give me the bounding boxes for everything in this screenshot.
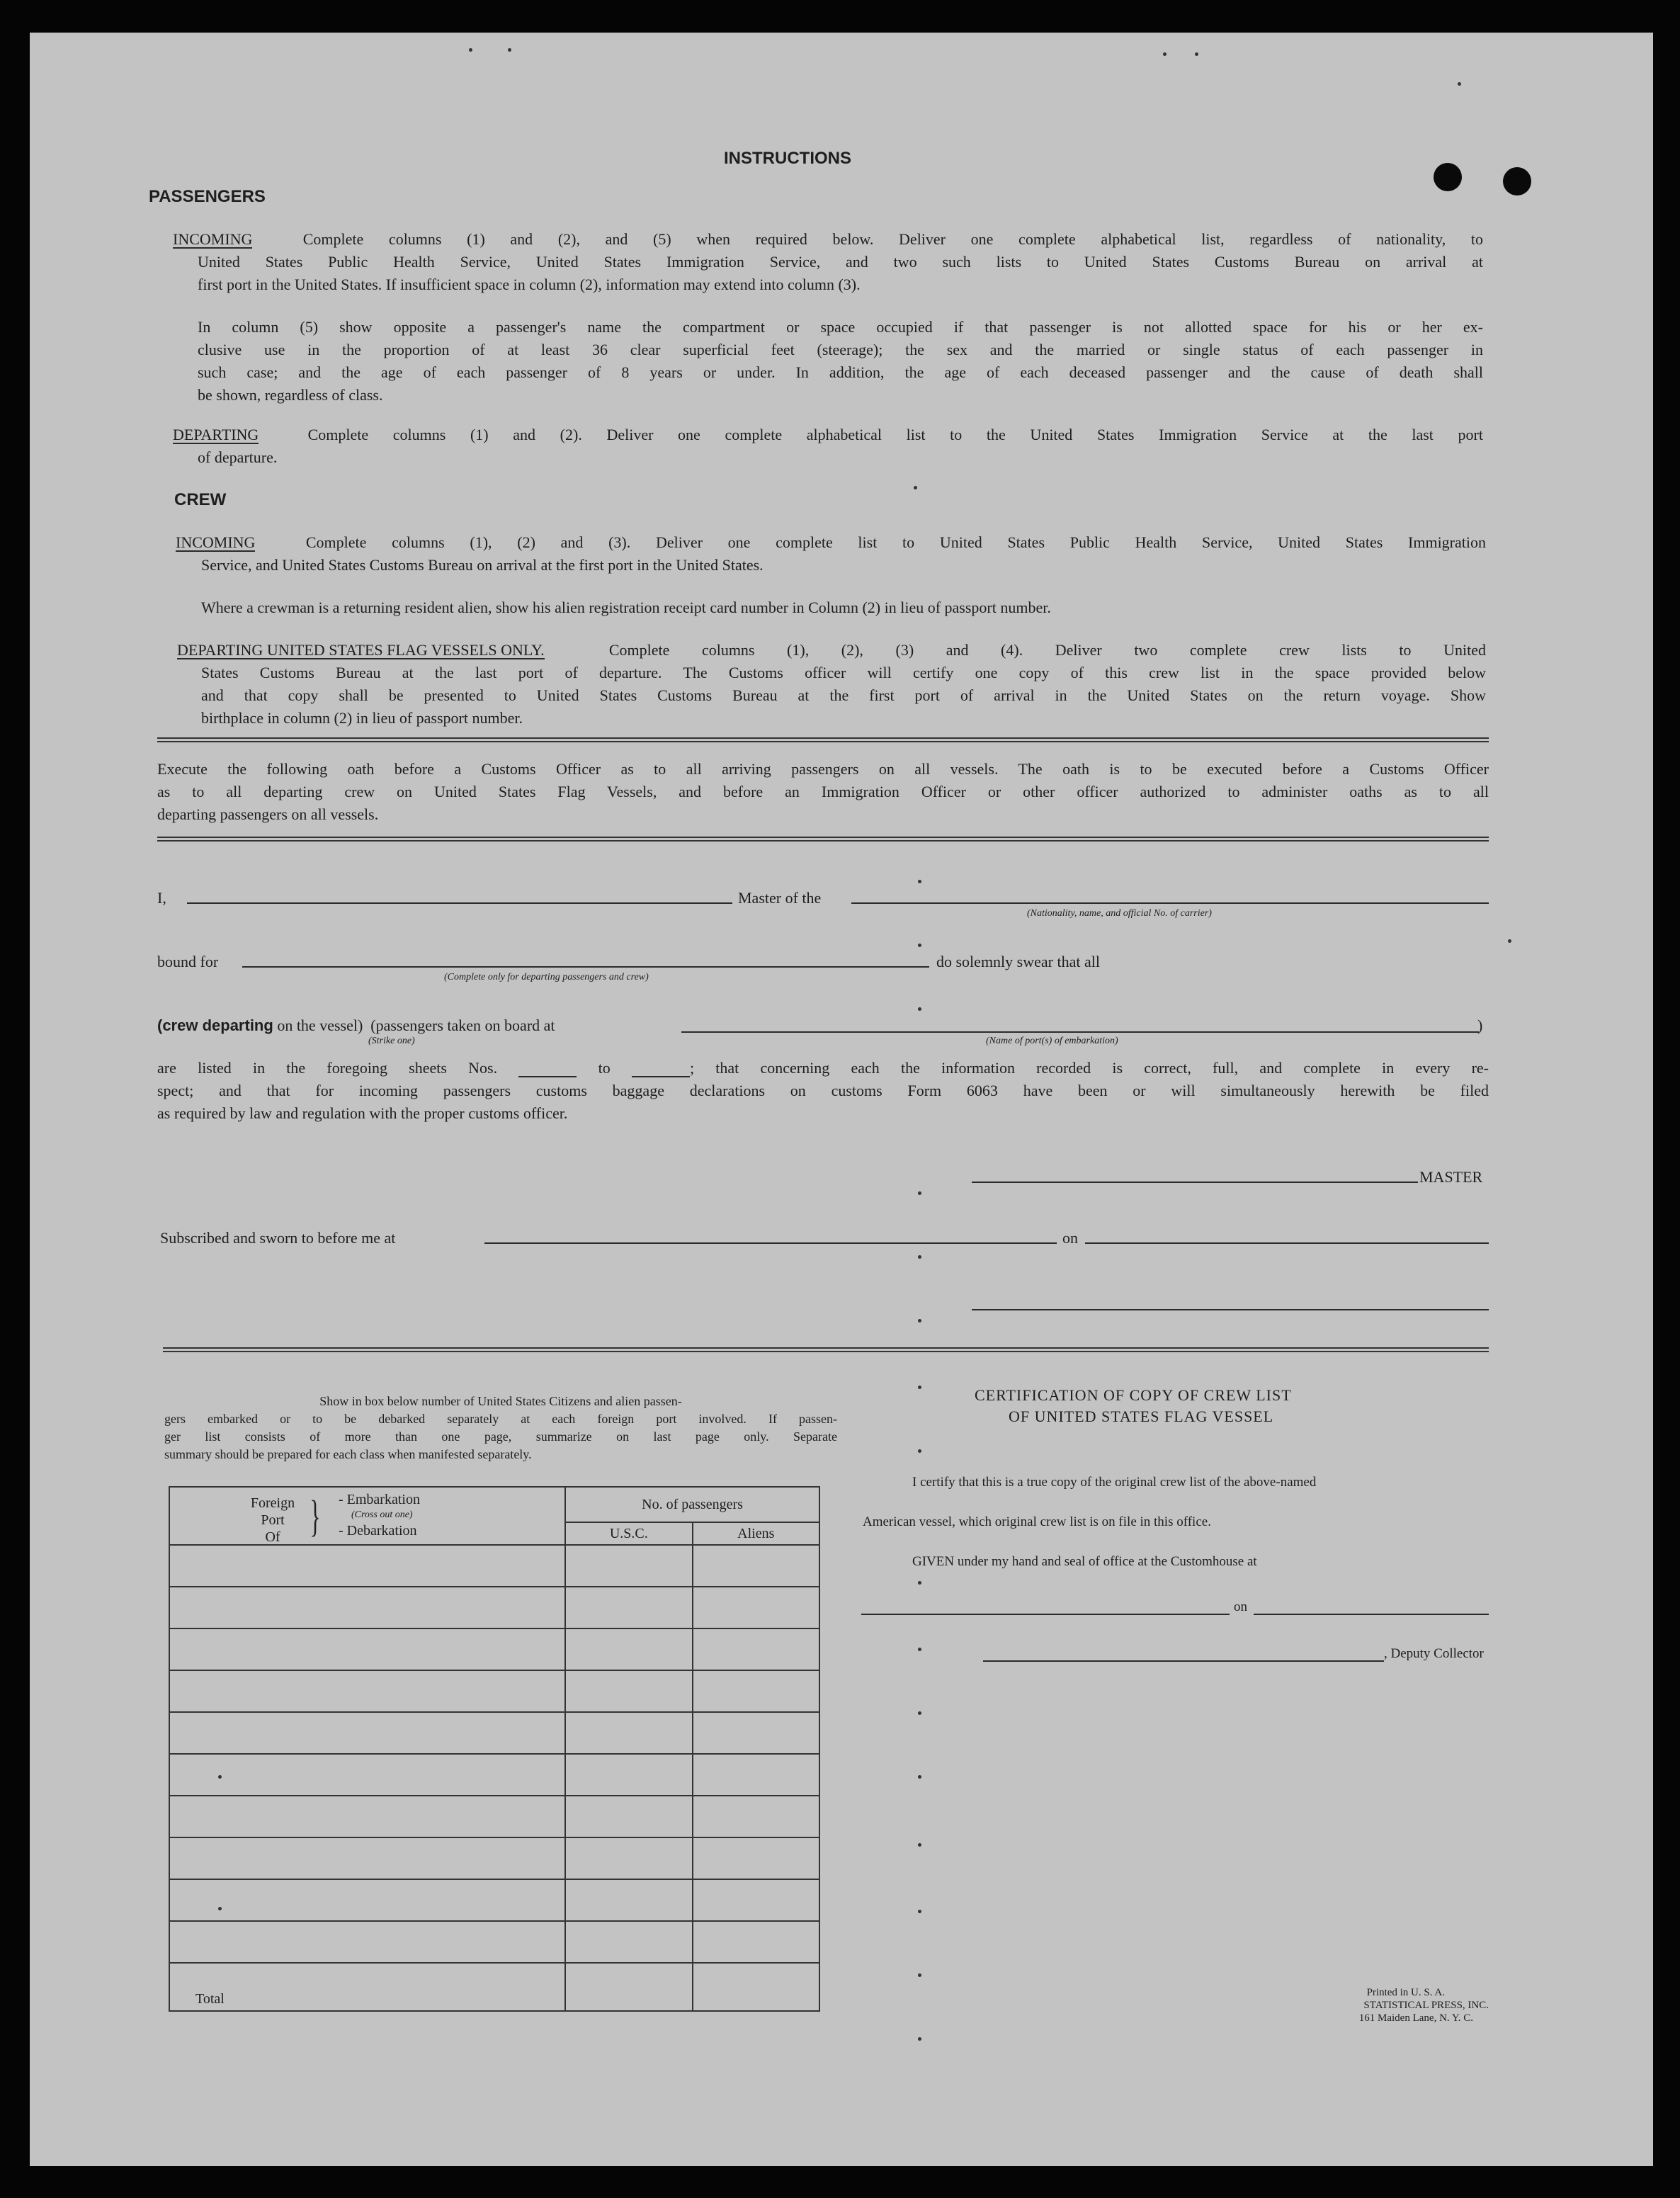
scan-dot xyxy=(918,1386,921,1389)
certify-line2: American vessel, which original crew list is on file in this office. xyxy=(863,1514,1211,1529)
sheets-from-field[interactable] xyxy=(518,1060,577,1077)
subscribed-place-field[interactable] xyxy=(484,1242,1057,1244)
table-row xyxy=(169,1796,819,1837)
scan-dot xyxy=(914,486,917,489)
passengers-taken-option[interactable]: (passengers taken on board at xyxy=(370,1016,555,1034)
passengers-incoming-label: INCOMING xyxy=(173,230,253,248)
table-row xyxy=(169,1545,819,1587)
certification-title-line1: CERTIFICATION OF COPY OF CREW LIST xyxy=(975,1386,1292,1404)
crew-departing-line1: DEPARTING UNITED STATES FLAG VESSELS ONLY. Complete columns (1), (2), (3) and (4). Deliver two complete crew lists to United xyxy=(177,641,1486,659)
deputy-signature-field[interactable] xyxy=(983,1660,1384,1662)
crew-incoming-line1: INCOMING Complete columns (1), (2) and (3). Deliver one complete list to United States Public Health Service, United States Immigration xyxy=(176,533,1486,551)
nationality-caption: (Nationality, name, and official No. of carrier) xyxy=(1027,908,1212,919)
total-usc-cell[interactable] xyxy=(565,1963,692,2011)
punch-hole-left xyxy=(1434,163,1462,191)
scan-dot xyxy=(1458,82,1461,86)
table-row xyxy=(169,1712,819,1754)
cross-out-note: (Cross out one) xyxy=(351,1509,413,1520)
listed-line2: spect; and that for incoming passengers customs baggage declarations on customs Form 6063 have been or will simultaneously herewith be filed xyxy=(157,1082,1489,1099)
punch-hole-right xyxy=(1503,167,1531,196)
table-row xyxy=(169,1670,819,1712)
oath-intro-line3: departing passengers on all vessels. xyxy=(157,805,379,823)
oath-intro-line2: as to all departing crew on United States Flag Vessels, and before an Immigration Officer or other officer authorized to administer oaths as to all xyxy=(157,783,1489,800)
passengers-incoming-line2: United States Public Health Service, United States Immigration Service, and two such lists to United States Customs Bureau on arrival at xyxy=(198,253,1483,271)
carrier-field[interactable] xyxy=(851,902,1489,904)
scan-dot xyxy=(918,2037,921,2041)
table-total-row xyxy=(169,1963,819,2011)
passengers-departing-label: DEPARTING xyxy=(173,426,259,443)
divider-1 xyxy=(157,737,1489,742)
scan-dot xyxy=(918,944,921,947)
subscribed-label: Subscribed and sworn to before me at xyxy=(160,1229,396,1247)
table-row xyxy=(169,1921,819,1963)
crew-heading: CREW xyxy=(174,490,227,509)
crew-departing-label: DEPARTING UNITED STATES FLAG VESSELS ONLY. xyxy=(177,641,545,659)
table-header-row xyxy=(169,1487,819,1522)
table-row xyxy=(169,1837,819,1879)
scan-dot xyxy=(918,1648,921,1651)
column5-line2: clusive use in the proportion of at least 36 clear superficial feet (steerage); the sex and the married or single status of each passenger in xyxy=(198,341,1483,358)
column5-line3: such case; and the age of each passenger of 8 years or under. In addition, the age of each deceased passenger and the cause of death shall xyxy=(198,363,1483,381)
printer-imprint xyxy=(1255,1986,1489,2024)
scan-dot xyxy=(469,48,472,52)
master-name-field[interactable] xyxy=(187,902,732,904)
strike-one-caption: (Strike one) xyxy=(368,1036,415,1046)
passengers-departing-line1: DEPARTING Complete columns (1) and (2). Deliver one complete alphabetical list to the United States Immigration Service at the last port xyxy=(173,426,1483,443)
swear-text: do solemnly swear that all xyxy=(936,953,1100,970)
officer-signature-field[interactable] xyxy=(972,1309,1489,1310)
customhouse-place-field[interactable] xyxy=(861,1614,1230,1615)
deputy-collector-label: , Deputy Collector xyxy=(1384,1646,1484,1661)
form-sheet xyxy=(30,33,1653,2166)
scan-dot xyxy=(918,1973,921,1977)
foreign-label: Foreign xyxy=(250,1495,295,1511)
scan-dot xyxy=(918,1910,921,1913)
ports-field[interactable] xyxy=(681,1031,1479,1033)
listed-line1: are listed in the foregoing sheets Nos. to ; that concerning each the information recorded is correct, full, and complete in every re- xyxy=(157,1059,1489,1077)
instructions-title: INSTRUCTIONS xyxy=(724,149,851,168)
subscribed-date-field[interactable] xyxy=(1085,1242,1489,1244)
certification-title-line2: OF UNITED STATES FLAG VESSEL xyxy=(1009,1407,1274,1425)
port-header-cell xyxy=(169,1487,565,1545)
certify-line1: I certify that this is a true copy of the original crew list of the above-named xyxy=(912,1475,1317,1490)
crew-incoming-line2: Service, and United States Customs Bureau on arrival at the first port in the United States. xyxy=(201,556,764,574)
passengers-departing-line2: of departure. xyxy=(198,448,278,466)
total-aliens-cell[interactable] xyxy=(693,1963,819,2011)
usc-header: U.S.C. xyxy=(565,1522,692,1545)
scan-dot xyxy=(508,48,511,52)
scan-dot xyxy=(918,1449,921,1453)
crew-incoming-block xyxy=(176,531,1486,553)
close-paren: ) xyxy=(1477,1016,1483,1034)
crew-passengers-line: (crew departing on the vessel) (passengers taken on board at xyxy=(157,1016,555,1034)
printer-name: STATISTICAL PRESS, INC. xyxy=(1363,2000,1489,2011)
divider-3 xyxy=(163,1347,1489,1352)
printed-in-usa: Printed in U. S. A. xyxy=(1366,1987,1445,1998)
certification-on-label: on xyxy=(1234,1599,1247,1614)
debarkation-option[interactable]: - Debarkation xyxy=(339,1523,417,1539)
certification-date-field[interactable] xyxy=(1254,1614,1489,1615)
table-row xyxy=(169,1754,819,1796)
resident-alien-note: Where a crewman is a returning resident alien, show his alien registration receipt card number in Column (2) in lieu of passport number. xyxy=(201,599,1051,616)
oath-intro-line1: Execute the following oath before a Customs Officer as to all arriving passengers on all vessels. The oath is to be executed before a Customs Officer xyxy=(157,760,1489,778)
scan-dot xyxy=(218,1907,222,1910)
passengers-departing-block xyxy=(173,424,1483,446)
summary-intro-line2: gers embarked or to be debarked separately at each foreign port involved. If passen- xyxy=(164,1412,837,1426)
no-passengers-header: No. of passengers xyxy=(565,1487,819,1522)
master-label: MASTER xyxy=(1419,1168,1483,1186)
scan-dot xyxy=(918,1007,921,1011)
column5-line1: In column (5) show opposite a passenger's name the compartment or space occupied if that passenger is not allotted space for his or her ex- xyxy=(198,318,1483,336)
given-line: GIVEN under my hand and seal of office at the Customhouse at xyxy=(912,1554,1257,1569)
subscribed-on-label: on xyxy=(1062,1229,1078,1247)
total-label: Total xyxy=(169,1963,565,2011)
scan-dot xyxy=(918,1711,921,1715)
crew-departing-block xyxy=(177,639,1486,661)
scan-dot xyxy=(218,1775,222,1779)
scan-dot xyxy=(918,1319,921,1322)
scan-dot xyxy=(918,1775,921,1779)
scan-dot xyxy=(918,1191,921,1195)
summary-intro-line3: ger list consists of more than one page, summarize on last page only. Separate xyxy=(164,1429,837,1444)
master-signature-field[interactable] xyxy=(972,1182,1418,1183)
summary-intro-line1: Show in box below number of United States Citizens and alien passen- xyxy=(319,1394,682,1408)
summary-intro-line4: summary should be prepared for each class when manifested separately. xyxy=(164,1447,532,1461)
aliens-header: Aliens xyxy=(693,1522,819,1545)
crew-departing-option[interactable]: (crew departing xyxy=(157,1016,273,1034)
table-row xyxy=(169,1879,819,1921)
crew-incoming-label: INCOMING xyxy=(176,533,256,551)
scan-dot xyxy=(918,1843,921,1847)
brace-icon: } xyxy=(310,1492,321,1541)
column5-line4: be shown, regardless of class. xyxy=(198,386,383,404)
scan-dot xyxy=(1195,52,1198,56)
embarkation-option[interactable]: - Embarkation xyxy=(339,1492,420,1507)
crew-departing-line4: birthplace in column (2) in lieu of passport number. xyxy=(201,709,523,727)
scan-dot xyxy=(1163,52,1167,56)
printer-address: 161 Maiden Lane, N. Y. C. xyxy=(1358,2012,1473,2024)
port-label: Port xyxy=(261,1512,285,1528)
passengers-incoming-block xyxy=(173,228,1483,250)
listed-line3: as required by law and regulation with the proper customs officer. xyxy=(157,1104,568,1122)
of-label: Of xyxy=(265,1529,280,1545)
bound-for-caption: (Complete only for departing passengers and crew) xyxy=(444,972,649,982)
oath-i: I, xyxy=(157,889,166,907)
passengers-heading: PASSENGERS xyxy=(149,187,266,206)
sheets-to-field[interactable] xyxy=(632,1060,690,1077)
scan-dot xyxy=(918,1581,921,1585)
crew-departing-line2: States Customs Bureau at the last port of departure. The Customs officer will certify one copy of this crew list in the space provided below xyxy=(201,664,1486,681)
scan-dot xyxy=(918,880,921,883)
ports-caption: (Name of port(s) of embarkation) xyxy=(986,1036,1118,1046)
passenger-summary-table xyxy=(169,1486,820,2012)
summary-instructions xyxy=(164,1393,837,1463)
crew-departing-line3: and that copy shall be presented to United States Customs Bureau at the first port of arrival in the United States on the return voyage. Show xyxy=(201,686,1486,704)
bound-for-field[interactable] xyxy=(242,966,929,968)
passengers-incoming-line3: first port in the United States. If insufficient space in column (2), information may extend into column (3). xyxy=(198,276,861,293)
master-of-the-label: Master of the xyxy=(738,889,822,907)
scan-dot xyxy=(918,1255,921,1259)
divider-2 xyxy=(157,837,1489,842)
table-row xyxy=(169,1628,819,1670)
passengers-incoming-line1: INCOMING Complete columns (1) and (2), and (5) when required below. Deliver one complete alphabetical list, regardless of nationality, to xyxy=(173,230,1483,248)
scan-dot xyxy=(1508,939,1511,943)
bound-for-label: bound for xyxy=(157,953,219,970)
table-row xyxy=(169,1587,819,1628)
